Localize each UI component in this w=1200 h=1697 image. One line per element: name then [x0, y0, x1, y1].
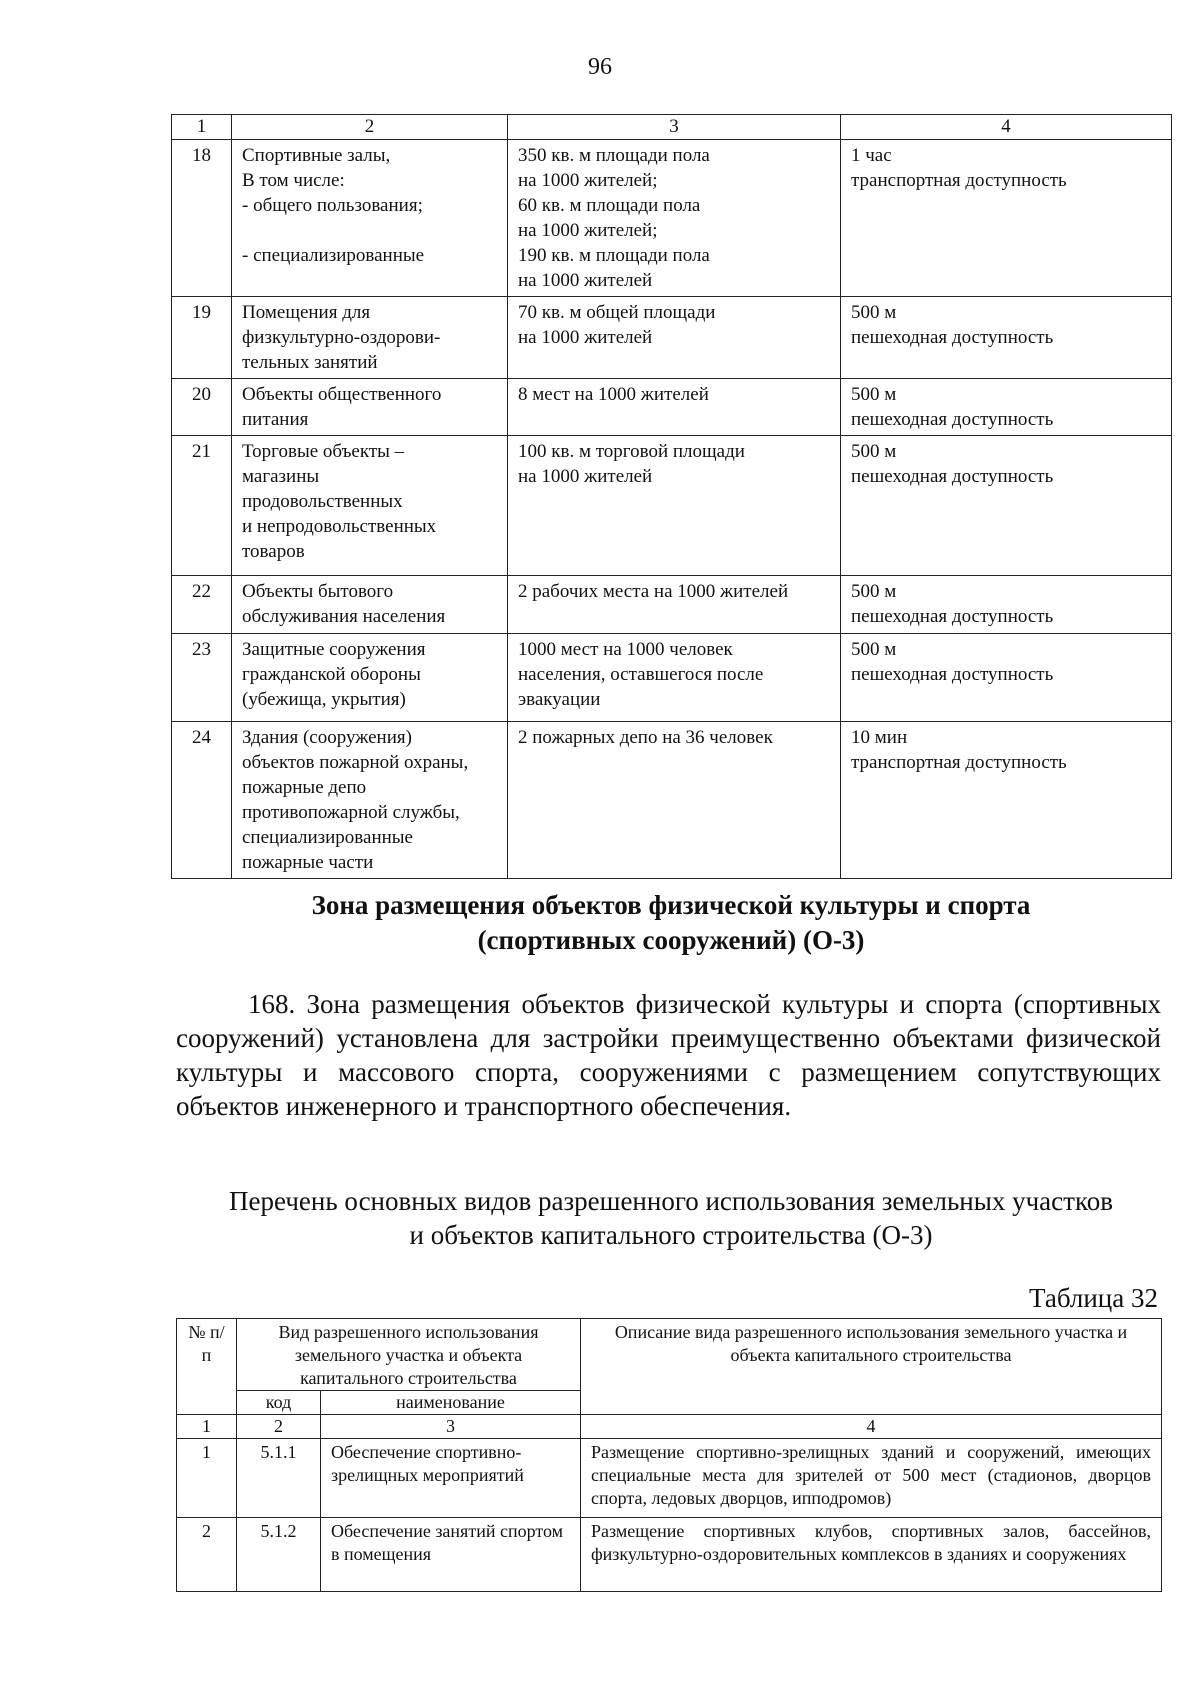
header-code: код	[237, 1391, 321, 1415]
row-number: 24	[172, 722, 232, 879]
accessibility: 500 м пешеходная доступность	[841, 634, 1172, 722]
paragraph-168: 168. Зона размещения объектов физической культуры и спорта (спортивных сооружений) установлена для застройки преимущественно объектами физической культуры и массового спорта, сооружениями с размещением сопутствующих объектов инженерного и транспортного обеспечения.	[176, 989, 1161, 1121]
zone-heading	[171, 888, 1171, 958]
header-cell: 3	[508, 115, 841, 140]
list-title	[171, 1184, 1171, 1252]
permitted-use-table	[176, 1318, 1162, 1592]
use-description: Размещение спортивных клубов, спортивных залов, бассейнов, физкультурно-оздоровительных комплексов в зданиях и сооружениях	[581, 1518, 1162, 1592]
accessibility: 500 м пешеходная доступность	[841, 297, 1172, 379]
object-name: Здания (сооружения) объектов пожарной охраны, пожарные депо противопожарной службы, специализированные пожарные части	[232, 722, 508, 879]
table-row	[172, 379, 1172, 436]
accessibility: 500 м пешеходная доступность	[841, 436, 1172, 576]
object-name: Спортивные залы, В том числе: - общего пользования; - специализированные	[232, 140, 508, 297]
header-desc: Описание вида разрешенного использования земельного участка и объекта капитального строительства	[581, 1319, 1162, 1415]
accessibility: 500 м пешеходная доступность	[841, 576, 1172, 634]
zone-heading-line: (спортивных сооружений) (О-3)	[477, 925, 865, 955]
column-number-row	[177, 1415, 1162, 1439]
table-row	[177, 1518, 1162, 1592]
header-kind: Вид разрешенного использования земельного участка и объекта капитального строительства	[237, 1319, 581, 1391]
object-name: Объекты общественного питания	[232, 379, 508, 436]
list-title-line: и объектов капитального строительства (О-3)	[409, 1220, 933, 1250]
column-number: 2	[237, 1415, 321, 1439]
use-name: Обеспечение занятий спортом в помещения	[321, 1518, 581, 1592]
row-number: 1	[177, 1439, 237, 1518]
norm-value: 350 кв. м площади пола на 1000 жителей; 60 кв. м площади пола на 1000 жителей; 190 кв. м площади пола на 1000 жителей	[508, 140, 841, 297]
object-name: Торговые объекты – магазины продовольственных и непродовольственных товаров	[232, 436, 508, 576]
header-cell: 4	[841, 115, 1172, 140]
header-cell: 1	[172, 115, 232, 140]
row-number: 20	[172, 379, 232, 436]
object-name: Помещения для физкультурно-оздорови- тельных занятий	[232, 297, 508, 379]
row-number: 23	[172, 634, 232, 722]
column-number: 1	[177, 1415, 237, 1439]
row-number: 19	[172, 297, 232, 379]
norm-value: 1000 мест на 1000 человек населения, оставшегося после эвакуации	[508, 634, 841, 722]
row-number: 21	[172, 436, 232, 576]
header-cell: 2	[232, 115, 508, 140]
accessibility: 10 мин транспортная доступность	[841, 722, 1172, 879]
object-name: Защитные сооружения гражданской обороны (убежища, укрытия)	[232, 634, 508, 722]
accessibility: 500 м пешеходная доступность	[841, 379, 1172, 436]
norm-value: 2 пожарных депо на 36 человек	[508, 722, 841, 879]
use-code: 5.1.1	[237, 1439, 321, 1518]
table-row	[172, 140, 1172, 297]
use-name: Обеспечение спортивно-зрелищных мероприятий	[321, 1439, 581, 1518]
norms-table	[171, 114, 1172, 879]
table-row	[172, 634, 1172, 722]
column-number: 4	[581, 1415, 1162, 1439]
zone-heading-line: Зона размещения объектов физической культуры и спорта	[311, 890, 1031, 920]
row-number: 18	[172, 140, 232, 297]
table-row	[172, 436, 1172, 576]
row-number: 22	[172, 576, 232, 634]
table-header-row	[177, 1319, 1162, 1391]
header-name: наименование	[321, 1391, 581, 1415]
column-number: 3	[321, 1415, 581, 1439]
accessibility: 1 час транспортная доступность	[841, 140, 1172, 297]
norm-value: 2 рабочих места на 1000 жителей	[508, 576, 841, 634]
norm-value: 100 кв. м торговой площади на 1000 жителей	[508, 436, 841, 576]
list-title-line: Перечень основных видов разрешенного использования земельных участков	[229, 1186, 1113, 1216]
object-name: Объекты бытового обслуживания населения	[232, 576, 508, 634]
table-row	[177, 1439, 1162, 1518]
norm-value: 8 мест на 1000 жителей	[508, 379, 841, 436]
row-number: 2	[177, 1518, 237, 1592]
table-row	[172, 297, 1172, 379]
page-number: 96	[588, 54, 612, 80]
norm-value: 70 кв. м общей площади на 1000 жителей	[508, 297, 841, 379]
table-row	[172, 722, 1172, 879]
use-description: Размещение спортивно-зрелищных зданий и сооружений, имеющих специальные места для зрителей от 500 мест (стадионов, дворцов спорта, ледовых дворцов, ипподромов)	[581, 1439, 1162, 1518]
header-num: № п/п	[177, 1319, 237, 1415]
table-caption: Таблица 32	[1029, 1283, 1158, 1313]
use-code: 5.1.2	[237, 1518, 321, 1592]
table-row	[172, 576, 1172, 634]
table-header-row	[172, 115, 1172, 140]
